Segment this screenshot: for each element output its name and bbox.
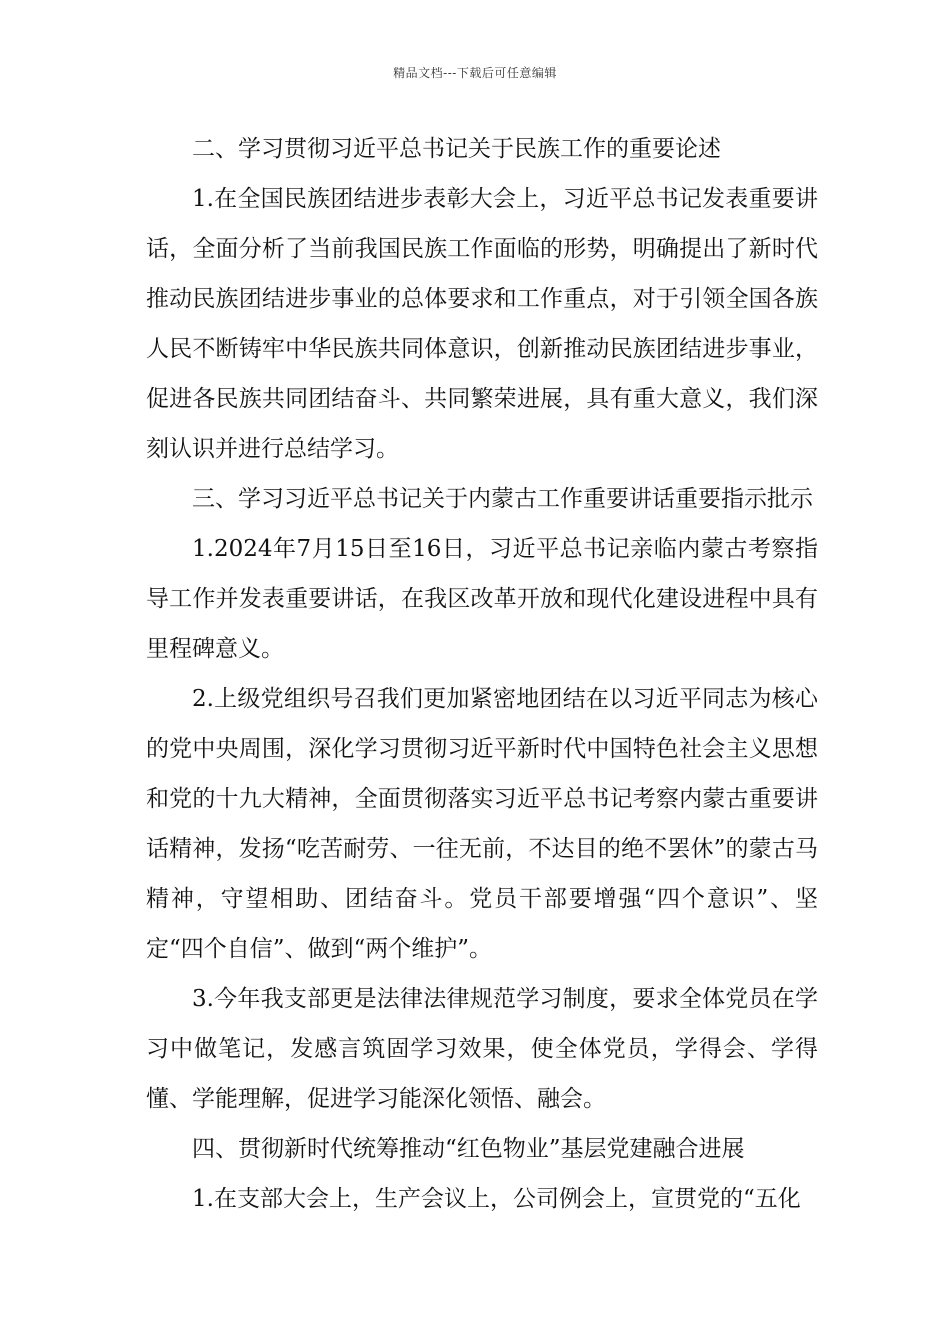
paragraph-party-call: 2.上级党组织号召我们更加紧密地团结在以习近平同志为核心的党中央周围，深化学习贯彻习近平新时代中国特色社会主义思想和党的十九大精神，全面贯彻落实习近平总书记考察内蒙古重要讲话精神，发扬“吃苦耐劳、一往无前，不达目的绝不罢休”的蒙古马精神，守望相助、团结奋斗。党员干部要增强“四个意识”、坚定“四个自信”、做到“两个维护”。	[146, 686, 818, 962]
paragraph-inspection: 1.2024年7月15日至16日，习近平总书记亲临内蒙古考察指导工作并发表重要讲话，在我区改革开放和现代化建设进程中具有里程碑意义。	[146, 536, 818, 662]
page-header: 精品文档---下载后可任意编辑	[393, 66, 557, 80]
document-body	[146, 124, 818, 1224]
section-heading-4: 四、贯彻新时代统筹推动“红色物业”基层党建融合进展	[192, 1136, 745, 1162]
section-heading-3: 三、学习习近平总书记关于内蒙古工作重要讲话重要指示批示	[192, 486, 813, 512]
paragraph-ethnic-unity: 1.在全国民族团结进步表彰大会上，习近平总书记发表重要讲话，全面分析了当前我国民族工作面临的形势，明确提出了新时代推动民族团结进步事业的总体要求和工作重点，对于引领全国各族人民不断铸牢中华民族共同体意识，创新推动民族团结进步事业，促进各民族共同团结奋斗、共同繁荣进展，具有重大意义，我们深刻认识并进行总结学习。	[146, 186, 818, 462]
section-heading-2: 二、学习贯彻习近平总书记关于民族工作的重要论述	[192, 136, 721, 162]
paragraph-branch-meeting: 1.在支部大会上，生产会议上，公司例会上，宣贯党的“五化	[192, 1186, 801, 1212]
paragraph-study-system: 3.今年我支部更是法律法律规范学习制度，要求全体党员在学习中做笔记，发感言筑固学习效果，使全体党员，学得会、学得懂、学能理解，促进学习能深化领悟、融会。	[146, 986, 818, 1112]
